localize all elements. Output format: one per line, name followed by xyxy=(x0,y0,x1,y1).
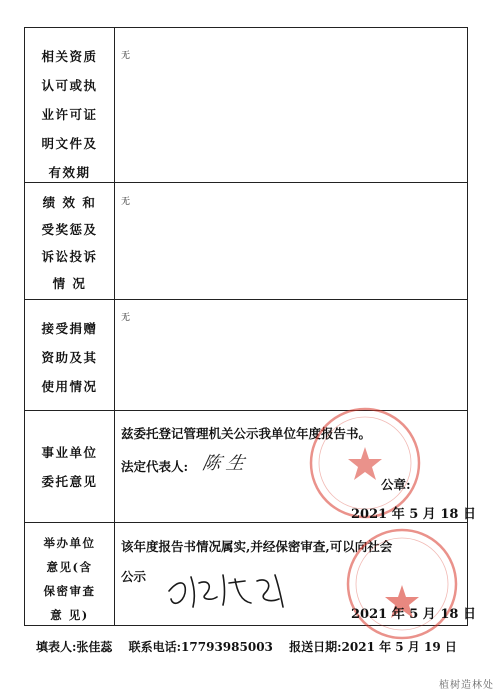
label-line: 保密审查 xyxy=(43,584,96,598)
row-qualifications xyxy=(25,27,467,183)
sponsor-statement-line2: 公示 xyxy=(121,569,147,584)
label-line: 举办单位 xyxy=(43,536,96,550)
row-label-cell xyxy=(25,411,115,523)
source-watermark: 植树造林处 xyxy=(439,680,494,691)
form-footer xyxy=(36,638,469,655)
row-label-cell xyxy=(25,300,115,411)
label-line: 明文件及 xyxy=(41,136,98,151)
label-line: 事业单位 xyxy=(41,445,98,460)
row-content: 无 xyxy=(121,313,131,323)
row-entrustment xyxy=(25,410,476,523)
label-line: 资助及其 xyxy=(41,350,98,365)
label-line: 业许可证 xyxy=(41,107,98,122)
label-line: 有效期 xyxy=(48,165,91,180)
label-line: 绩 效 和 xyxy=(42,195,97,210)
row-label-cell xyxy=(25,523,115,626)
row-label-cell xyxy=(25,183,115,300)
label-line: 委托意见 xyxy=(41,474,98,489)
label-line: 意 见) xyxy=(50,608,89,622)
row-content: 无 xyxy=(121,197,131,207)
row-performance xyxy=(25,182,467,300)
report-date: 报送日期:2021 年 5 月 19 日 xyxy=(289,640,457,654)
label-line: 意见(含 xyxy=(46,560,93,574)
entrust-date: 2021 年 5 月 18 日 xyxy=(351,507,476,522)
label-line: 情 况 xyxy=(52,276,87,291)
annual-report-form xyxy=(24,27,476,626)
label-line: 受奖惩及 xyxy=(41,222,98,237)
label-line: 使用情况 xyxy=(41,379,98,394)
handwritten-signature-icon xyxy=(165,569,295,611)
sponsor-statement-line1: 该年度报告书情况属实,并经保密审查,可以向社会 xyxy=(121,539,393,554)
filler-name: 填表人:张佳蕊 xyxy=(36,640,113,654)
seal-label: 公章: xyxy=(381,477,411,492)
row-sponsor-opinion xyxy=(25,522,476,626)
contact-phone: 联系电话:17793985003 xyxy=(128,640,273,654)
sponsor-date: 2021 年 5 月 18 日 xyxy=(351,607,476,622)
label-line: 诉讼投诉 xyxy=(41,249,98,264)
legal-rep-signature: 陈 生 xyxy=(200,453,247,474)
legal-rep-label: 法定代表人: xyxy=(121,459,189,474)
label-line: 接受捐赠 xyxy=(41,321,98,336)
row-label-cell xyxy=(25,28,115,183)
label-line: 相关资质 xyxy=(41,49,98,64)
entrust-statement: 兹委托登记管理机关公示我单位年度报告书。 xyxy=(121,426,372,441)
row-content: 无 xyxy=(121,51,131,61)
row-donations xyxy=(25,299,467,411)
sponsor-seal-icon xyxy=(343,525,461,643)
label-line: 认可或执 xyxy=(41,78,98,93)
